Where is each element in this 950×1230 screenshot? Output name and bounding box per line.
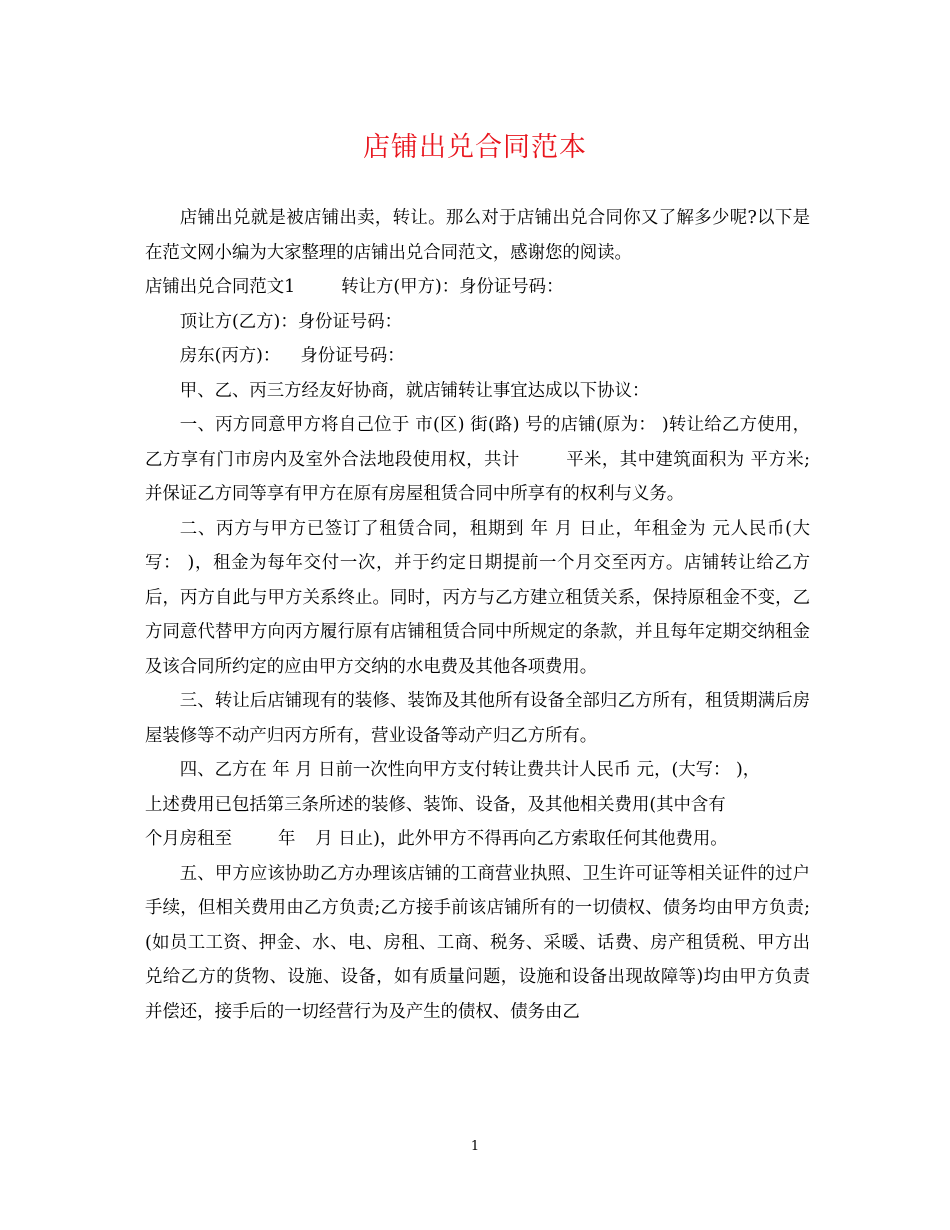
clause-4-year: 年 [277,829,296,849]
document-title: 店铺出兑合同范本 [363,132,587,163]
clause-4-months: 个月房租至 [145,829,232,849]
transferor-line [145,270,810,305]
clause-1-part-b: 平米，其中建筑面积为 平方米;并保证乙方同等享有甲方在原有房屋租赁合同中所享有的权利与义务。 [145,449,810,504]
clause-4-line-3 [110,822,810,857]
sample-heading: 店铺出兑合同范文1 [145,277,296,297]
document-body [145,201,810,1029]
clause-1-part-a: 一、丙方同意甲方将自己位于 市(区) 街(路) 号的店铺(原为： )转让给乙方使用，乙方享有门市房内及室外合法地段使用权，共计 [145,415,810,470]
page-number: 1 [470,1139,480,1154]
clause-1 [145,408,810,512]
clause-2: 二、丙方与甲方已签订了租赁合同，租期到 年 月 日止，年租金为 元人民币(大写： )，租金为每年交付一次，并于约定日期提前一个月交至丙方。店铺转让给乙方后，丙方自此与甲方关系终止。同时，丙方与乙方建立租赁关系，保持原租金不变，乙方同意代替甲方向丙方履行原有店铺租赁合同中所规定的条款，并且每年定期交纳租金及该合同所约定的应由甲方交纳的水电费及其他各项费用。 [145,518,810,677]
landlord-label: 房东(丙方)： [179,346,281,366]
transferor-field: 转让方(甲方)：身份证号码： [341,277,564,297]
agreement-intro: 甲、乙、丙三方经友好协商，就店铺转让事宜达成以下协议： [179,380,650,401]
landlord-line [145,339,810,374]
clause-4-end: 月 日止)，此外甲方不得再向乙方索取任何其他费用。 [315,829,728,849]
clause-4 [145,753,810,857]
clause-4-line-2: 上述费用已包括第三条所述的装修、装饰、设备，及其他相关费用(其中含有 [145,794,726,815]
clause-3: 三、转让后店铺现有的装修、装饰及其他所有设备全部归乙方所有，租赁期满后房屋装修等不动产归丙方所有，营业设备等动产归乙方所有。 [145,691,810,746]
clause-5: 五、甲方应该协助乙方办理该店铺的工商营业执照、卫生许可证等相关证件的过户手续，但相关费用由乙方负责;乙方接手前该店铺所有的一切债权、债务均由甲方负责;(如员工工资、押金、水、电、房租、工商、税务、采暖、话费、房产租赁税、甲方出兑给乙方的货物、设施、设备，如有质量问题，设施和设备出现故障等)均由甲方负责并偿还，接手后的一切经营行为及产生的债权、债务由乙 [145,863,810,1022]
clause-4-line-1: 四、乙方在 年 月 日前一次性向甲方支付转让费共计人民币 元，(大写： )， [179,760,761,780]
transferee-line: 顶让方(乙方)：身份证号码： [179,311,403,332]
intro-paragraph: 店铺出兑就是被店铺出卖，转让。那么对于店铺出兑合同你又了解多少呢?以下是在范文网小编为大家整理的店铺出兑合同范文，感谢您的阅读。 [145,208,810,263]
landlord-id-label: 身份证号码： [300,346,405,366]
